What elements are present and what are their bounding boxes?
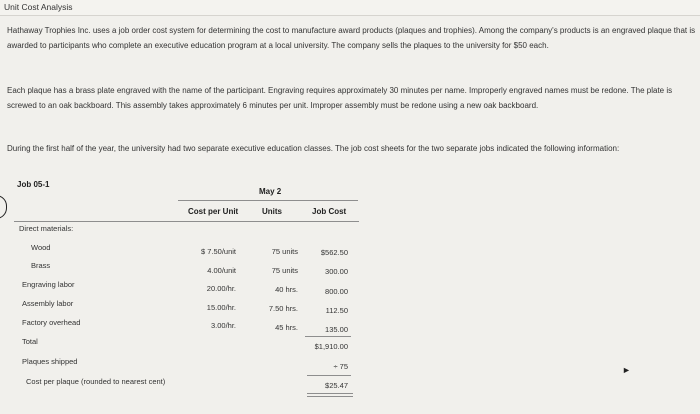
column-header-units: Units [262,207,282,216]
paragraph-engraving: Each plaque has a brass plate engraved with the name of the participant. Engraving requires approximately 30 minutes per name. Improperly engraved names must be redone. The plate is screwed to an oak backboard. This assembly takes approximately 6 minutes per unit. Improper assembly must be redone using a new oak backboard. [7,86,673,110]
total-label: Total [22,337,38,346]
job-cost-cell: 112.50 [325,306,348,315]
job-cost-cell: 300.00 [325,267,348,276]
title-bar [0,0,700,16]
row-label: Factory overhead [22,318,81,327]
mouse-cursor-icon: ► [622,365,631,375]
cost-per-unit-cell: 20.00/hr. [206,284,236,293]
row-label: Assembly labor [22,299,74,308]
job-cost-cell: $562.50 [320,248,348,257]
cost-per-unit-cell: $ 7.50/unit [200,247,236,256]
paragraph-classes: During the first half of the year, the university had two separate executive education classes. The job cost sheets for the two separate jobs indicated the following information: [7,144,620,153]
section-label-direct-materials: Direct materials: [19,224,74,233]
plaques-shipped-label: Plaques shipped [22,357,78,366]
job-title: Job 05-1 [17,180,50,189]
job-cost-cell: 135.00 [325,325,348,334]
shipped-rule [307,375,351,376]
paragraph-intro: Hathaway Trophies Inc. uses a job order cost system for determining the cost to manufacture award products (plaques and trophies). Among the company's products is an engraved plaque that is awarded to participants who complete an executive education program at a local university. The company sells the plaques to the university for $50 each. [7,26,696,50]
collapse-bracket-icon[interactable] [0,195,7,219]
page-title: Unit Cost Analysis [4,2,73,12]
row-label: Engraving labor [22,280,75,289]
subtotal-rule [305,336,351,337]
total-value: $1,910.00 [314,342,348,351]
plaques-shipped-value: ÷ 75 [333,362,348,371]
units-cell: 7.50 hrs. [268,304,298,313]
cost-per-unit-cell: 3.00/hr. [210,321,236,330]
units-cell: 75 units [271,266,298,275]
date-underline [178,200,358,201]
cost-per-unit-cell: 15.00/hr. [206,303,236,312]
column-header-cost-per-unit: Cost per Unit [188,207,239,216]
units-cell: 75 units [271,247,298,256]
row-label: Brass [31,261,51,270]
row-label: Wood [31,243,51,252]
job-cost-cell: 800.00 [325,287,348,296]
units-cell: 40 hrs. [275,285,298,294]
job-date: May 2 [259,187,282,196]
final-rule-2 [307,396,353,397]
cost-per-plaque-label: Cost per plaque (rounded to nearest cent) [26,377,166,386]
header-rule [14,221,359,222]
cost-per-unit-cell: 4.00/unit [207,266,236,275]
column-header-job-cost: Job Cost [312,207,347,216]
final-rule-1 [307,393,353,394]
cost-per-plaque-value: $25.47 [325,381,348,390]
units-cell: 45 hrs. [275,323,298,332]
